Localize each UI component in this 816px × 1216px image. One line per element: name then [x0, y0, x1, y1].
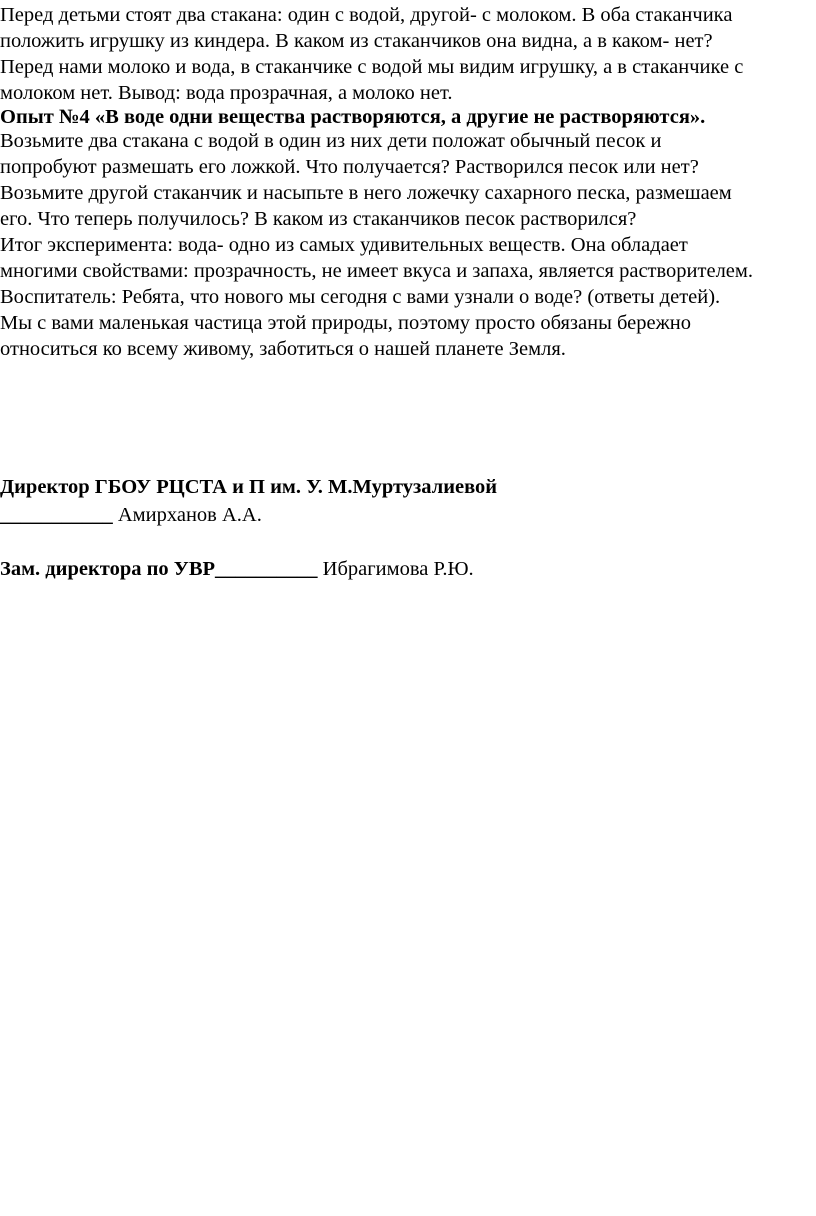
experiment-line-2: попробуют размешать его ложкой. Что получается? Растворился песок или нет?	[0, 156, 699, 178]
director-signature-line	[0, 502, 262, 528]
deputy-name: Ибрагимова Р.Ю.	[317, 558, 474, 580]
deputy-signature-line	[0, 556, 474, 582]
experiment-line-8: Мы с вами маленькая частица этой природы, поэтому просто обязаны бережно	[0, 312, 691, 334]
experiment-line-5: Итог эксперимента: вода- одно из самых удивительных веществ. Она обладает	[0, 234, 688, 256]
experiment-line-9: относиться ко всему живому, заботиться о нашей планете Земля.	[0, 338, 566, 360]
director-name: Амирханов А.А.	[112, 504, 262, 526]
experiment-line-4: его. Что теперь получилось? В каком из стаканчиков песок растворился?	[0, 208, 637, 230]
paragraph-line-2: положить игрушку из киндера. В каком из стаканчиков она видна, а в каком- нет?	[0, 30, 713, 52]
paragraph-line-4: молоком нет. Вывод: вода прозрачная, а молоко нет.	[0, 82, 453, 104]
paragraph-line-3: Перед нами молоко и вода, в стаканчике с водой мы видим игрушку, а в стаканчике с	[0, 56, 744, 78]
paragraph-line-1: Перед детьми стоят два стакана: один с водой, другой- с молоком. В оба стаканчика	[0, 4, 733, 26]
experiment-line-3: Возьмите другой стаканчик и насыпьте в него ложечку сахарного песка, размешаем	[0, 182, 732, 204]
experiment-line-1: Возьмите два стакана с водой в один из них дети положат обычный песок и	[0, 130, 662, 152]
experiment-line-7: Воспитатель: Ребята, что нового мы сегодня с вами узнали о воде? (ответы детей).	[0, 286, 721, 308]
experiment-heading: Опыт №4 «В воде одни вещества растворяются, а другие не растворяются».	[0, 106, 706, 128]
director-title: Директор ГБОУ РЦСТА и П им. У. М.Муртузалиевой	[0, 476, 498, 498]
director-signature-blank: ___________	[0, 504, 113, 526]
experiment-line-6: многими свойствами: прозрачность, не имеет вкуса и запаха, является растворителем.	[0, 260, 753, 282]
deputy-title: Зам. директора по УВР__________	[0, 558, 318, 580]
